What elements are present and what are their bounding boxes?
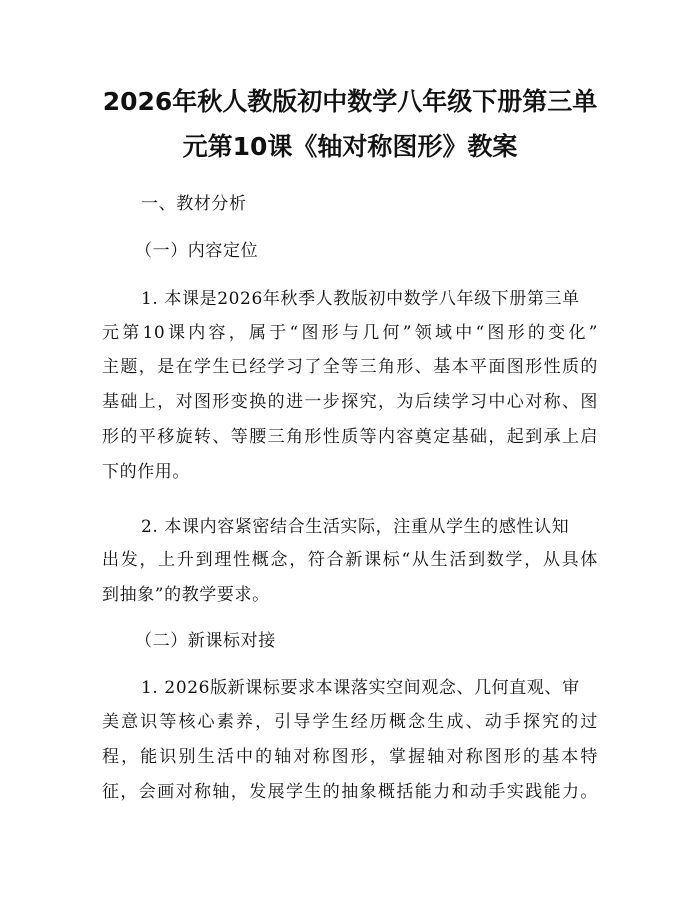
document-title-line-2: 元第10课《轴对称图形》教案 bbox=[182, 132, 518, 161]
document-title-line-1: 2026年秋人教版初中数学八年级下册第三单 bbox=[102, 87, 598, 116]
section-heading-textbook-analysis: 一、教材分析 bbox=[141, 194, 247, 214]
subsection-heading-content-positioning: （一）内容定位 bbox=[135, 241, 259, 261]
paragraph-3-line-1: 1. 2026版新课标要求本课落实空间观念、几何直观、审 bbox=[141, 678, 580, 698]
paragraph-2-line-3: 到抽象”的教学要求。 bbox=[102, 585, 270, 605]
paragraph-3-line-2: 美意识等核心素养，引导学生经历概念生成、动手探究的过 bbox=[102, 712, 598, 732]
paragraph-1-line-3: 主题，是在学生已经学习了全等三角形、基本平面图形性质的 bbox=[102, 357, 598, 377]
paragraph-1-line-5: 形的平移旋转、等腰三角形性质等内容奠定基础，起到承上启 bbox=[102, 427, 598, 447]
paragraph-1-line-1: 1. 本课是2026年秋季人教版初中数学八年级下册第三单 bbox=[141, 289, 580, 309]
paragraph-3-line-3: 程，能识别生活中的轴对称图形，掌握轴对称图形的基本特 bbox=[102, 747, 598, 767]
paragraph-2-line-1: 2. 本课内容紧密结合生活实际，注重从学生的感性认知 bbox=[141, 517, 570, 537]
paragraph-1-line-2: 元第10课内容，属于“图形与几何”领域中“图形的变化” bbox=[102, 323, 598, 343]
subsection-heading-curriculum-alignment: （二）新课标对接 bbox=[135, 631, 276, 651]
paragraph-1-line-6: 下的作用。 bbox=[102, 462, 190, 482]
paragraph-3-line-4: 征，会画对称轴，发展学生的抽象概括能力和动手实践能力。 bbox=[102, 782, 598, 802]
paragraph-1-line-4: 基础上，对图形变换的进一步探究，为后续学习中心对称、图 bbox=[102, 392, 598, 412]
paragraph-2-line-2: 出发，上升到理性概念，符合新课标“从生活到数学，从具体 bbox=[102, 550, 598, 570]
